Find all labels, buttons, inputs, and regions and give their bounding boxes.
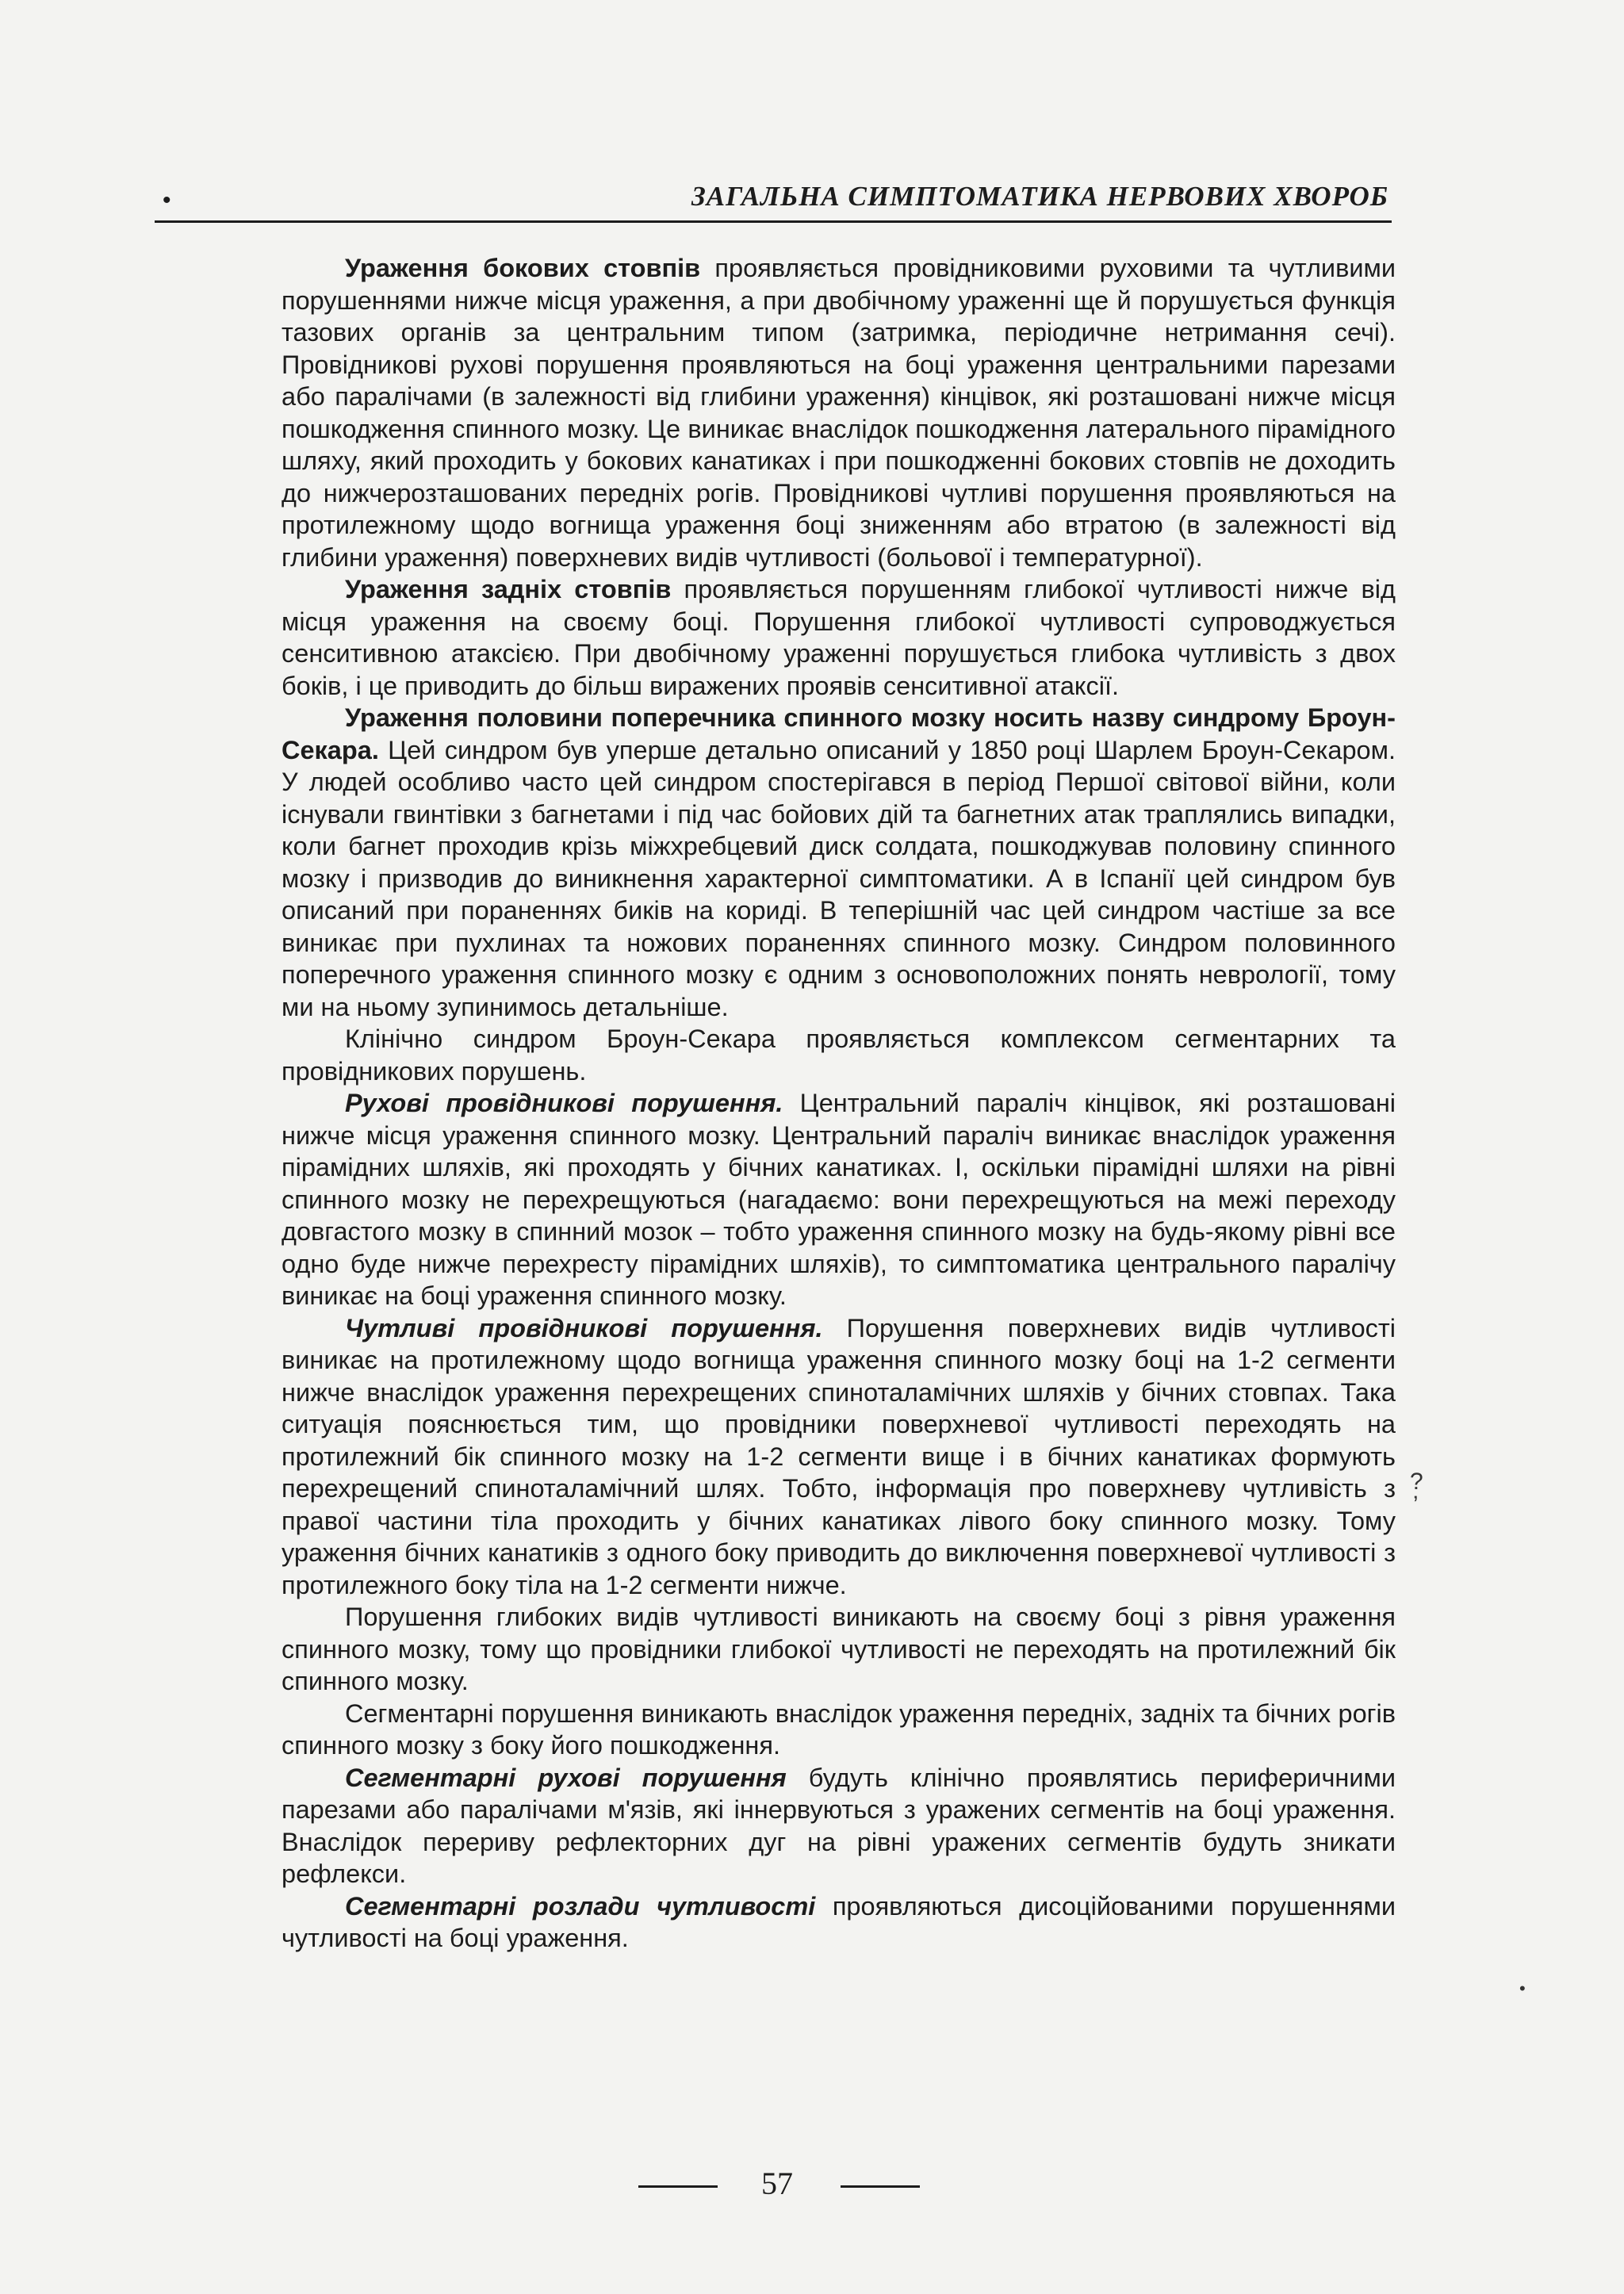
paragraph-text: Цей синдром був уперше детально описаний у 1850 році Шарлем Броун-Секаром. У людей особливо часто цей синдром спостерігався в період Першої світової війни, коли існували гвинтівки з багнетами і під час бойових дій та багнетних атак траплялись випадки, коли багнет проходив крізь міжхребцевий диск солдата, пошкоджував половину спинного мозку і призводив до виникнення характерної симптоматики. А в Іспанії цей синдром був описаний при пораненнях биків на кориді. В теперішній час цей синдром частіше за все виникає при пухлинах та ножових пораненнях спинного мозку. Синдром половинного поперечного ураження спинного мозку є одним з основоположних понять неврології, тому ми на ньому зупинимось детальніше. bbox=[282, 735, 1396, 1021]
paragraph-clinical bbox=[282, 1023, 1396, 1087]
paragraph-sensory-conduction bbox=[282, 1312, 1396, 1602]
footer-rule-right bbox=[841, 2185, 920, 2188]
term-motor-conduction: Рухові провідникові порушення. bbox=[345, 1089, 783, 1117]
paragraph-text: Клінічно синдром Броун-Секара проявляється комплексом сегментарних та провідникових порушень. bbox=[282, 1024, 1396, 1086]
paragraph-segmental-motor bbox=[282, 1762, 1396, 1890]
term-lateral-columns: Ураження бокових стовпів bbox=[345, 254, 701, 282]
paragraph-text: Центральний параліч кінцівок, які розташовані нижче місця ураження спинного мозку. Центральний параліч виникає внаслідок ураження пірамідних шляхів, які проходять у бічних канатиках. І, оскільки пірамідні шляхи на рівні спинного мозку не перехрещуються (нагадаємо: вони перехрещуються на межі переходу довгастого мозку в спинний мозок – тобто ураження спинного мозку на будь-якому рівні все одно буде нижче перехресту пірамідних шляхів), то симптоматика центрального паралічу виникає на боці ураження спинного мозку. bbox=[282, 1089, 1396, 1310]
paragraph-lateral-columns bbox=[282, 252, 1396, 573]
paragraph-posterior-columns bbox=[282, 573, 1396, 702]
paragraph-text: Порушення глибоких видів чутливості виникають на своєму боці з рівня ураження спинного мозку, тому що провідники глибокої чутливості не переходять на протилежний бік спинного мозку. bbox=[282, 1603, 1396, 1695]
paragraph-text: проявляються дисоційованими порушеннями чутливості на боці ураження. bbox=[282, 1891, 1396, 1952]
paragraph-text: будуть клінічно проявлятись периферичними парезами або паралічами м'язів, які іннервуються з уражених сегментів на боці ураження. Внаслідок перериву рефлекторних дуг на рівні уражених сегментів будуть зникати рефлекси. bbox=[282, 1763, 1396, 1888]
paragraph-brown-sequard bbox=[282, 702, 1396, 1023]
paragraph-segmental-sensory bbox=[282, 1890, 1396, 1955]
paragraph-text: проявляється порушенням глибокої чутливості нижче від місця ураження на своєму боці. Порушення глибокої чутливості супроводжується сенситивною атаксією. При двобічному ураженні порушується глибока чутливість з двох боків, і це приводить до більш виражених проявів сенситивної атаксії. bbox=[282, 575, 1396, 700]
margin-tick: ʼ bbox=[1413, 1492, 1419, 1518]
term-segmental-sensory: Сегментарні розлади чутливості bbox=[345, 1891, 816, 1921]
page-number: 57 bbox=[761, 2166, 793, 2201]
term-segmental-motor: Сегментарні рухові порушення bbox=[345, 1763, 787, 1792]
body-text bbox=[282, 252, 1396, 1955]
term-brown-sequard: Ураження половини поперечника спинного мозку носить назву синдрому Броун-Секара. bbox=[282, 703, 1396, 764]
paragraph-text: Порушення поверхневих видів чутливості виникає на протилежному щодо вогнища ураження спинного мозку боці на 1-2 сегменти нижче внаслідок ураження перехрещених спиноталамічних шляхів у бічних стовпах. Така ситуація пояснюється тим, що провідники поверхневої чутливості переходять на протилежний бік спинного мозку на 1-2 сегменти вище і в бічних канатиках формують перехрещений спиноталамічний шлях. Тобто, інформація про поверхневу чутливість з правої частини тіла проходить у бічних канатиках лівого боку спинного мозку. Тому ураження бічних канатиків з одного боку приводить до виключення поверхневої чутливості з протилежного боку тіла на 1-2 сегменти нижче. bbox=[282, 1313, 1396, 1599]
running-header bbox=[155, 176, 1392, 223]
paragraph-text: проявляється провідниковими руховими та чутливими порушеннями нижче місця ураження, а при двобічному ураженні ще й порушується функція тазових органів за центральним типом (затримка, періодичне нетримання сечі). Провідникові рухові порушення проявляються на боці ураження центральними парезами або паралічами (в залежності від глибини ураження) кінцівок, які розташовані нижче місця пошкодження спинного мозку. Це виникає внаслідок пошкодження латерального пірамідного шляху, який проходить у бокових канатиках і при пошкодженні бокових стовпів не доходить до нижчерозташованих передніх рогів. Провідникові чутливі порушення проявляються на протилежному щодо вогнища ураження боці зниженням або втратою (в залежності від глибини ураження) поверхневих видів чутливості (больової і температурної). bbox=[282, 254, 1396, 572]
paragraph-text: Сегментарні порушення виникають внаслідок ураження передніх, задніх та бічних рогів спинного мозку з боку його пошкодження. bbox=[282, 1698, 1396, 1760]
page-footer bbox=[0, 2165, 1624, 2212]
paragraph-segmental bbox=[282, 1698, 1396, 1762]
margin-question-mark: ? bbox=[1410, 1469, 1423, 1495]
margin-dot: • bbox=[1519, 1978, 1526, 1998]
term-sensory-conduction: Чутливі провідникові порушення. bbox=[345, 1313, 823, 1342]
header-bullet: • bbox=[163, 187, 171, 213]
term-posterior-columns: Ураження задніх стовпів bbox=[345, 575, 672, 603]
paragraph-motor-conduction bbox=[282, 1087, 1396, 1312]
header-title: ЗАГАЛЬНА СИМПТОМАТИКА НЕРВОВИХ ХВОРОБ bbox=[691, 181, 1388, 212]
paragraph-deep-sensitivity bbox=[282, 1601, 1396, 1698]
footer-rule-left bbox=[638, 2185, 718, 2188]
